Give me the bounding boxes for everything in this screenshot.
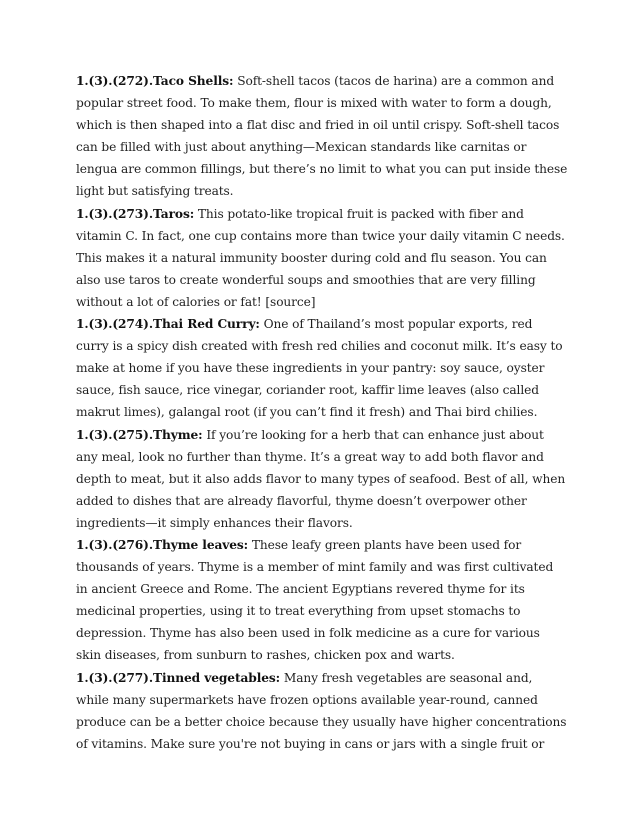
entry-title: 1.(3).(275).Thyme:	[76, 427, 203, 442]
entry-thyme	[76, 424, 568, 534]
document-body	[76, 70, 568, 755]
entry-taco-shells	[76, 70, 568, 203]
entry-taros	[76, 203, 568, 313]
entry-title: 1.(3).(272).Taco Shells:	[76, 74, 234, 88]
entry-text: Many fresh vegetables are seasonal and, while many supermarkets have frozen options available year-round, canned produce can be a better choice because they usually have higher concentrations of vitamins. Make sure you're not buying in cans or jars with a single fruit or	[76, 670, 567, 751]
entry-text: If you’re looking for a herb that can enhance just about any meal, look no further than thyme. It’s a great way to add both flavor and depth to meat, but it also adds flavor to many types of seafood. Best of all, when added to dishes that are already flavorful, thyme doesn’t overpower other ingredients—it simply enhances their flavors.	[76, 427, 566, 530]
entry-title: 1.(3).(276).Thyme leaves:	[76, 537, 249, 552]
entry-text: Soft-shell tacos (tacos de harina) are a common and popular street food. To make them, flour is mixed with water to form a dough, which is then shaped into a flat disc and fried in oil until crispy. Soft-shell tacos can be filled with just about anything—Mexican standards like carnitas or lengua are common fillings, but there’s no limit to what you can put inside these light but satisfying treats.	[76, 74, 568, 199]
entry-title: 1.(3).(273).Taros:	[76, 206, 195, 221]
entry-text: These leafy green plants have been used for thousands of years. Thyme is a member of mint family and was first cultivated in ancient Greece and Rome. The ancient Egyptians revered thyme for its medicinal properties, using it to treat everything from upset stomachs to depression. Thyme has also been used in folk medicine as a cure for various skin diseases, from sunburn to rashes, chicken pox and warts.	[76, 537, 554, 663]
entry-text: This potato-like tropical fruit is packed with fiber and vitamin C. In fact, one cup contains more than twice your daily vitamin C needs. This makes it a natural immunity booster during cold and flu season. You can also use taros to create wonderful soups and smoothies that are very filling without a lot of calories or fat! [source]	[76, 206, 565, 309]
entry-thyme-leaves	[76, 534, 568, 667]
entry-tinned-vegetables	[76, 667, 568, 755]
entry-thai-red-curry	[76, 313, 568, 423]
entry-text: One of Thailand’s most popular exports, red curry is a spicy dish created with fresh red chilies and coconut milk. It’s easy to make at home if you have these ingredients in your pantry: soy sauce, oyster sauce, fish sauce, rice vinegar, coriander root, kaffir lime leaves (also called makrut limes), galangal root (if you can’t find it fresh) and Thai bird chilies.	[76, 317, 563, 420]
entry-title: 1.(3).(274).Thai Red Curry:	[76, 317, 260, 332]
entry-title: 1.(3).(277).Tinned vegetables:	[76, 670, 281, 685]
